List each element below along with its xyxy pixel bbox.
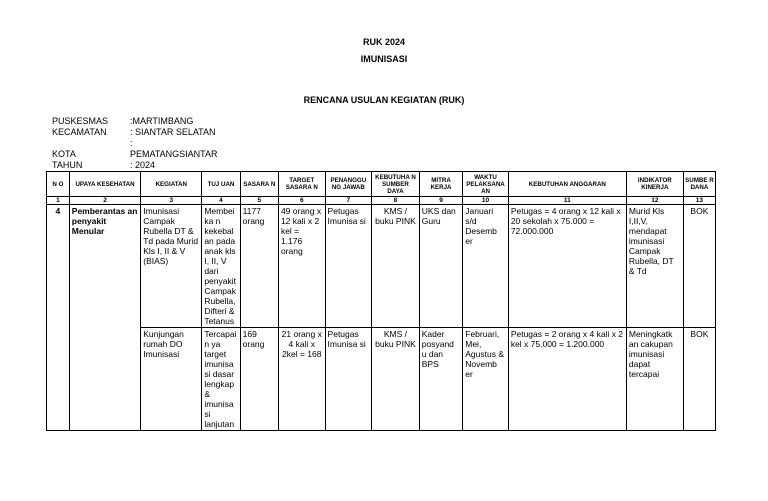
sasaran-cell: 1177 orang [240, 205, 278, 328]
meta-key: KECAMATAN [52, 127, 107, 137]
sasaran-cell: 169 orang [240, 328, 278, 431]
dana-cell: BOK [683, 205, 715, 328]
col-header-pj: PENANGGU NG JAWAB [325, 172, 372, 197]
col-header-kegiatan: KEGIATAN [141, 172, 202, 197]
kegiatan-cell: Imunisasi Campak Rubella DT & Td pada Murid Kls I, II & V (BIAS) [141, 205, 202, 328]
meta-key: KOTA [52, 149, 76, 159]
indikator-cell: Meningkatk an cakupan imunisasi dapat tercapai [626, 328, 683, 431]
col-header-target: TARGET SASARA N [278, 172, 325, 197]
col-number: 9 [419, 197, 462, 205]
tujuan-cell: Tercapain ya target imunisasi dasar lengkap & imunisasi lanjutan [202, 328, 240, 431]
dana-cell: BOK [683, 328, 715, 431]
upaya-kesehatan: Pemberantas an penyakit Menular [69, 205, 140, 431]
meta-value: :MARTIMBANG [130, 116, 194, 126]
col-header-anggaran: KEBUTUHAN ANGGARAN [508, 172, 626, 197]
col-number: 6 [278, 197, 325, 205]
col-header-sasaran: SASARA N [240, 172, 278, 197]
meta-key: PUSKESMAS [52, 116, 109, 126]
meta-value: PEMATANGSIANTAR [130, 149, 218, 159]
col-number: 11 [508, 197, 626, 205]
target-cell: 49 orang x 12 kali x 2 kel = 1.176 orang [278, 205, 325, 328]
meta-row [52, 138, 290, 149]
waktu-cell: Februari, Mei, Agustus & Novemb er [463, 328, 509, 431]
mitra-cell: Kader posyand u dan BPS [419, 328, 462, 431]
mitra-cell: UKS dan Guru [419, 205, 462, 328]
ruk-table [46, 171, 716, 431]
tujuan-cell: Membeika n kekebalan pada anak kls I, II, V dari penyakit Campak Rubella, Difteri & Tetanus [202, 205, 240, 328]
col-header-indikator: INDIKATOR KINERJA [626, 172, 683, 197]
meta-value: : SIANTAR SELATAN [130, 127, 216, 137]
col-header-sumber-daya: KEBUTUHA N SUMBER DAYA [372, 172, 420, 197]
col-number: 1 [47, 197, 70, 205]
col-number: 7 [325, 197, 372, 205]
meta-row [52, 116, 290, 127]
row-number: 4 [47, 205, 70, 431]
meta-value: : [130, 138, 133, 148]
col-number: 3 [141, 197, 202, 205]
col-number: 13 [683, 197, 715, 205]
col-number: 10 [463, 197, 509, 205]
meta-value: : 2024 [130, 160, 156, 170]
meta-row [52, 127, 290, 138]
meta-row [52, 149, 290, 160]
header-row [47, 172, 716, 197]
meta-block [52, 116, 290, 171]
table-row [47, 328, 716, 431]
anggaran-cell: Petugas = 2 orang x 4 kali x 2 kel x 75.000 = 1.200.000 [508, 328, 626, 431]
col-number: 8 [372, 197, 420, 205]
anggaran-cell: Petugas = 4 orang x 12 kali x 20 sekolah x 75.000 = 72.000.000 [508, 205, 626, 328]
indikator-cell: Murid Kls I,II,V, mendapat imunisasi Campak Rubella, DT & Td [626, 205, 683, 328]
meta-key [52, 138, 130, 149]
pj-cell: Petugas Imunisa si [325, 328, 372, 431]
col-number: 12 [626, 197, 683, 205]
col-header-upaya: UPAYA KESEHATAN [69, 172, 140, 197]
col-header-dana: SUMBE R DANA [683, 172, 715, 197]
document-subtitle: IMUNISASI [360, 54, 408, 64]
target-cell: 21 orang x 4 kali x 2kel = 168 [278, 328, 325, 431]
col-number: 5 [240, 197, 278, 205]
pj-cell: Petugas Imunisa si [325, 205, 372, 328]
col-number: 4 [202, 197, 240, 205]
col-header-tujuan: TUJ UAN [202, 172, 240, 197]
col-number: 2 [69, 197, 140, 205]
sumber-daya-cell: KMS / buku PINK [372, 328, 420, 431]
col-header-mitra: MITRA KERJA [419, 172, 462, 197]
meta-row [52, 160, 290, 171]
table-row [47, 205, 716, 328]
col-header-waktu: WAKTU PELAKSANA AN [463, 172, 509, 197]
column-number-row [47, 197, 716, 205]
waktu-cell: Januari s/d Desemb er [463, 205, 509, 328]
document-heading: RENCANA USULAN KEGIATAN (RUK) [303, 95, 465, 105]
document-title: RUK 2024 [362, 37, 406, 47]
col-header-no: N O [47, 172, 70, 197]
kegiatan-cell: Kunjungan rumah DO Imunisasi [141, 328, 202, 431]
meta-key: TAHUN [52, 160, 83, 170]
sumber-daya-cell: KMS / buku PINK [372, 205, 420, 328]
